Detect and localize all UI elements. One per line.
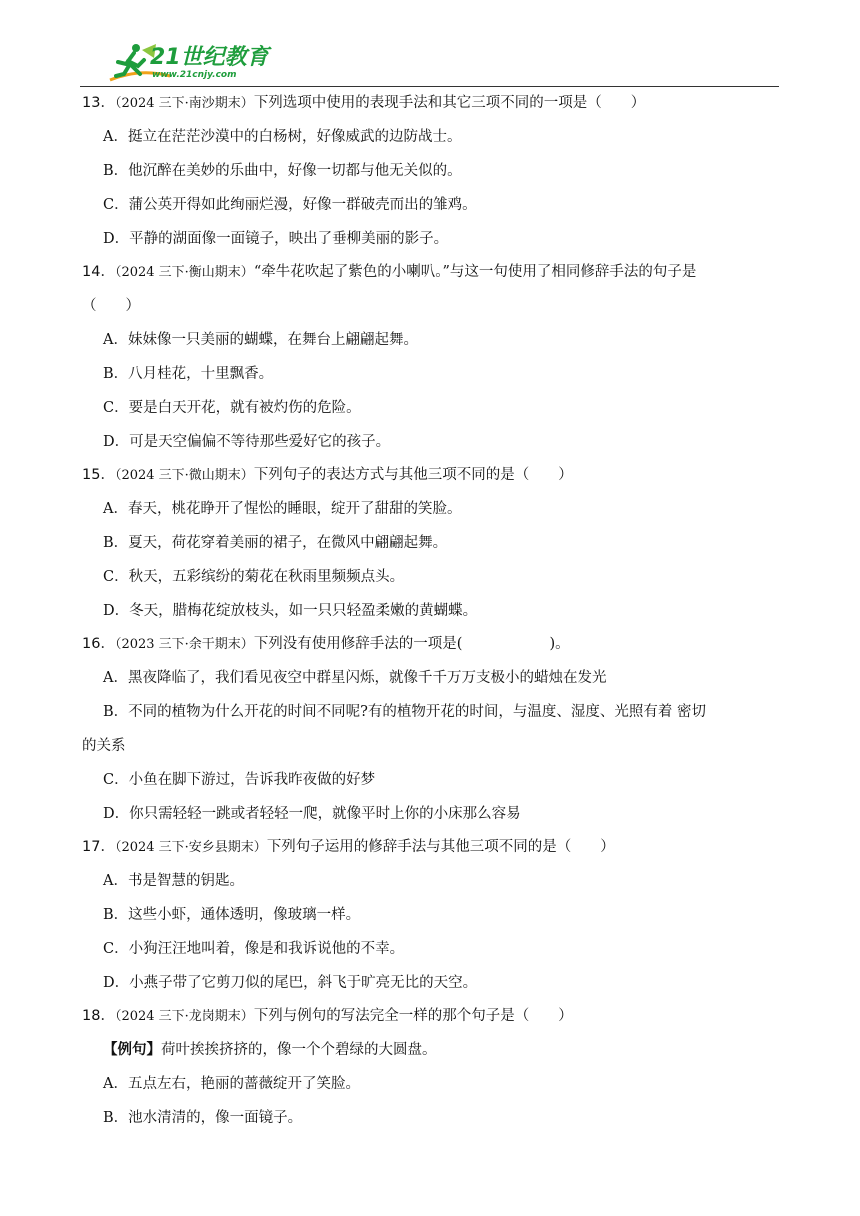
question-16-stem	[82, 634, 570, 655]
question-source: （2024 三下·南沙期末）	[114, 96, 254, 111]
option-d: D．冬天，腊梅花绽放枝头，如一只只轻盈柔嫩的黄蝴蝶。	[103, 603, 478, 619]
question-13-stem	[82, 93, 645, 114]
option-d: D．小燕子带了它剪刀似的尾巴，斜飞于旷亮无比的天空。	[103, 975, 478, 991]
example-text: 荷叶挨挨挤挤的，像一个个碧绿的大圆盘。	[161, 1042, 437, 1058]
question-text: 下列选项中使用的表现手法和其它三项不同的一项是（ ）	[253, 95, 646, 111]
option-b: B．这些小虾，通体透明，像玻璃一样。	[103, 907, 361, 923]
option-c: C．秋天，五彩缤纷的菊花在秋雨里频频点头。	[103, 569, 405, 585]
option-c: C．要是白天开花，就有被灼伤的危险。	[103, 400, 361, 416]
question-text: 下列句子的表达方式与其他三项不同的是（ ）	[253, 467, 573, 483]
question-14-stem-cont: （ ）	[82, 298, 140, 314]
option-a: A．五点左右，艳丽的蔷薇绽开了笑脸。	[103, 1076, 360, 1092]
question-15-stem	[82, 465, 573, 486]
question-text: 下列没有使用修辞手法的一项是( )。	[253, 636, 570, 652]
page-header	[0, 0, 860, 90]
option-b-cont: 的关系	[82, 738, 126, 754]
example-sentence	[103, 1040, 437, 1060]
question-number: 14．	[82, 264, 115, 280]
question-source: （2024 三下·衡山期末）	[114, 265, 254, 280]
question-source: （2023 三下·余干期末）	[114, 637, 254, 652]
question-source: （2024 三下·微山期末）	[114, 468, 254, 483]
option-d: D．平静的湖面像一面镜子，映出了垂柳美丽的影子。	[103, 231, 449, 247]
option-b: B．八月桂花，十里飘香。	[103, 366, 274, 382]
question-number: 18．	[82, 1008, 115, 1024]
option-b: B．他沉醉在美妙的乐曲中，好像一切都与他无关似的。	[103, 163, 462, 179]
option-b: B．夏天，荷花穿着美丽的裙子，在微风中翩翩起舞。	[103, 535, 448, 551]
option-d: D．你只需轻轻一跳或者轻轻一爬，就像平时上你的小床那么容易	[103, 806, 521, 822]
question-14-stem	[82, 262, 696, 283]
question-text: 下列与例句的写法完全一样的那个句子是（ ）	[253, 1008, 573, 1024]
question-source: （2024 三下·安乡县期末）	[114, 840, 267, 855]
option-b: B．池水清清的，像一面镜子。	[103, 1110, 303, 1126]
option-a: A．黑夜降临了，我们看见夜空中群星闪烁，就像千千万万支极小的蜡烛在发光	[103, 670, 607, 686]
question-18-stem	[82, 1006, 573, 1027]
option-c: C．小鱼在脚下游过，告诉我昨夜做的好梦	[103, 772, 376, 788]
question-17-stem	[82, 837, 615, 858]
option-c: C．蒲公英开得如此绚丽烂漫，好像一群破壳而出的雏鸡。	[103, 197, 477, 213]
question-text: 下列句子运用的修辞手法与其他三项不同的是（ ）	[266, 839, 615, 855]
question-text: “牵牛花吹起了紫色的小喇叭。”与这一句使用了相同修辞手法的句子是	[253, 264, 697, 280]
example-label: 【例句】	[103, 1041, 161, 1058]
logo-text: 21世纪教育	[150, 45, 269, 70]
option-b: B．不同的植物为什么开花的时间不同呢?有的植物开花的时间，与温度、湿度、光照有着 密切	[103, 704, 707, 720]
option-c: C．小狗汪汪地叫着，像是和我诉说他的不幸。	[103, 941, 405, 957]
question-number: 17．	[82, 839, 115, 855]
header-rule	[80, 86, 779, 87]
question-source: （2024 三下·龙岗期末）	[114, 1009, 254, 1024]
logo-url: www.21cnjy.com	[152, 70, 237, 80]
question-number: 16．	[82, 636, 115, 652]
option-a: A．挺立在茫茫沙漠中的白杨树，好像威武的边防战士。	[103, 129, 462, 145]
question-number: 15．	[82, 467, 115, 483]
option-a: A．书是智慧的钥匙。	[103, 873, 244, 889]
option-d: D．可是天空偏偏不等待那些爱好它的孩子。	[103, 434, 391, 450]
question-number: 13．	[82, 95, 115, 111]
option-a: A．春天，桃花睁开了惺忪的睡眼，绽开了甜甜的笑脸。	[103, 501, 462, 517]
option-a: A．妹妹像一只美丽的蝴蝶，在舞台上翩翩起舞。	[103, 332, 418, 348]
